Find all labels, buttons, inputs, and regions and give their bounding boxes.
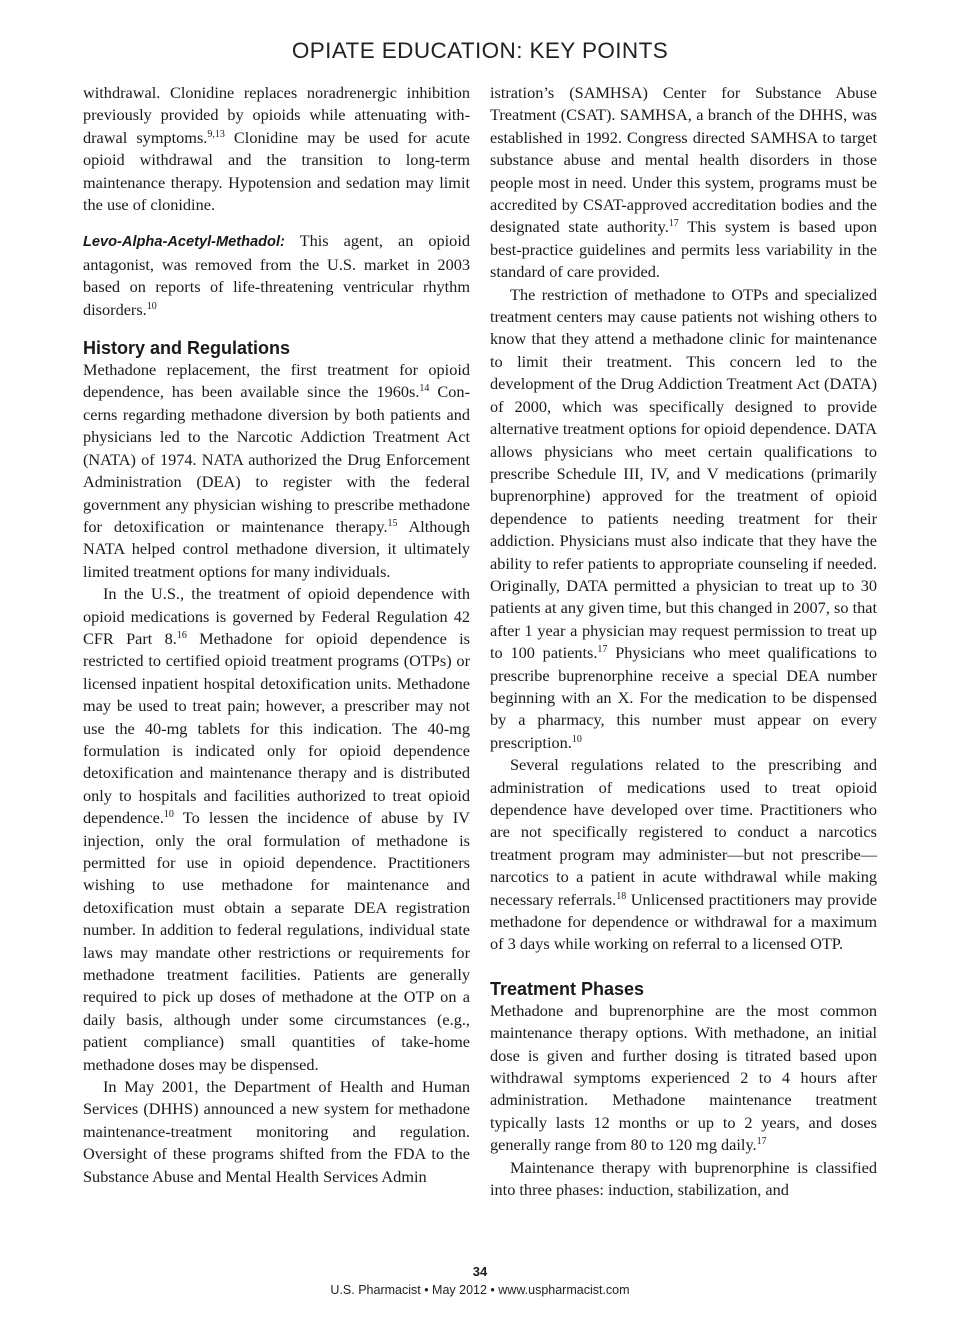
section-heading-history: History and Regulations xyxy=(83,338,291,359)
page-number: 34 xyxy=(472,1264,488,1279)
citation-superscript: 9,13 xyxy=(207,128,225,140)
paragraph-dhhs: In May 2001, the Department of Health and Human Services (DHHS) announced a new system for methadone maintenance-treatment monitoring and regulation. Oversight of these programs shifted from the FDA to the Substance Abuse and Mental Health Services Admin xyxy=(83,1077,470,1186)
run-in-heading: Levo-Alpha-Acetyl-Methadol: xyxy=(83,234,285,251)
citation-superscript: 10 xyxy=(571,733,582,745)
right-column xyxy=(490,82,877,1202)
section-heading-treatment: Treatment Phases xyxy=(490,978,645,999)
citation-superscript: 16 xyxy=(176,629,187,641)
citation-superscript: 15 xyxy=(387,517,398,529)
citation-superscript: 10 xyxy=(163,809,174,821)
paragraph-buprenorphine-phases: Maintenance therapy with buprenorphine is classified into three phases: induction, stabilization, and xyxy=(490,1157,877,1200)
paragraph-several-regulations: Several regulations related to the prescribing and administration of medications used to treat opioid dependence have developed over time. Practitioners who are not specifically registered to conduct a narcotics treatment program may administer—but not prescribe—narcotics to a patient in acute withdrawal while making necessary referrals.$^{18}$ Unlicensed practitioners may provide methadone for dependence or withdrawal for a maximum of 3 days while working on referral to a licensed OTP. xyxy=(490,755,877,954)
paragraph-data-act: The restriction of methadone to OTPs and specialized treatment centers may cause patients not wishing others to know that they attend a methadone clinic for maintenance to limit their treatment. This concern led to the development of the Drug Addiction Treatment Act (DATA) of 2000, which was specifically designed to provide alternative treatment options for opioid dependence. DATA allows physicians who meet certain qualifications to prescribe Schedule III, IV, and V medications (primarily buprenorphine) approved for the treatment of opioid dependence to patients needing treatment for their addiction. Physicians must also indicate that they have the ability to refer patients to appropriate counseling if needed. Originally, DATA permitted a physician to treat up to 30 patients at any given time, but this changed in 2007, so that after 1 year a physician may request permission to treat up to 100 patients.$^{17}$ Physicians who meet qualifications to prescribe buprenorphine receive a special DEA number beginning with an X. For the medication to be dispensed by a pharmacy, this number must appear on every prescription.$^{10}$ xyxy=(490,284,878,752)
paragraph-samhsa: istration’s (SAMHSA) Center for Substance Abuse Treatment (CSAT). SAMHSA, a branch of the DHHS, was established in 1992. Congress directed SAMHSA to target substance abuse and mental health disorders in those people most in need. Under this system, programs must be accredited by CSAT-approved accreditation bodies and the designated state authority.$^{17}$ This system is based upon best-practice guidelines and permits less variability in the standard of care provided. xyxy=(490,83,877,282)
citation-superscript: 14 xyxy=(419,383,430,395)
citation-superscript: 18 xyxy=(616,890,627,902)
citation-superscript: 10 xyxy=(146,300,157,312)
paragraph-methadone-history: Methadone replacement, the first treatment for opioid dependence, has been available since the 1960s.$^{14}$ Concerns regarding methadone diversion by both patients and physicians led to the Narcotic Addiction Treatment Act (NATA) of 1974. NATA authorized the Drug Enforcement Administration (DEA) to register with the federal government any physician wishing to prescribe methadone for detoxification or maintenance therapy.$^{15}$ Although NATA helped control methadone diversion, it ultimately limited treatment options for many individuals. xyxy=(83,360,470,581)
left-column xyxy=(83,82,470,1188)
citation-superscript: 17 xyxy=(597,644,608,656)
citation-superscript: 17 xyxy=(668,218,679,230)
paragraph-laam: Levo-Alpha-Acetyl-Methadol: This agent, an opioid antagonist, was removed from the U.S. market in 2003 based on reports of life-threatening ventricular rhythm disorders.$^{10}$ xyxy=(83,231,470,319)
citation-superscript: 17 xyxy=(756,1136,767,1148)
footer-publication: U.S. Pharmacist • May 2012 • www.uspharmacist.com xyxy=(330,1283,630,1297)
paragraph-federal-regulation: In the U.S., the treatment of opioid dependence with opioid medications is governed by Federal Regulation 42 CFR Part 8.16 Methadone for opioid dependence is restricted to certified opioid treatment programs (OTPs) or licensed inpatient hospital detoxification units. Methadone may be used to treat pain; however, a prescriber may not use the 40-mg tablets for this indication. The 40-mg formulation is indicated only for opioid dependence detoxification and maintenance therapy and is distributed only to hospitals and facilities authorized to treat opioid dependence.$^{10}$ To lessen the incidence of abuse by IV injection, only the oral formulation of methadone is permitted for use in opioid dependence. Practitioners wishing to use methadone for maintenance and detoxification must obtain a separate DEA registration number. In addition to federal regulations, individual state laws may mandate other restrictions or requirements for methadone treatment facilities. Patients are generally required to pick up doses of methadone at the OTP on a daily basis, although under some circumstances (e.g., patient compliance) small quantities of take-home methadone doses may be dispensed. xyxy=(83,584,470,1074)
running-head: OPIATE EDUCATION: KEY POINTS xyxy=(291,38,669,63)
paragraph-maintenance-options: Methadone and buprenorphine are the most common maintenance therapy options. With methadone, an initial dose is given and further dosing is titrated based upon withdrawal symptoms experienced 2 to 4 hours after administration. Methadone maintenance treatment typically lasts 12 months or up to 2 years, and doses generally range from 80 to 120 mg daily.$^{17}$ xyxy=(490,1000,877,1155)
paragraph-clonidine: withdrawal. Clonidine replaces noradrenergic inhibition previously provided by opioids while attenuating withdrawal symptoms.$^{9,13}$ Clonidine may be used for acute opioid withdrawal and the transition to long-term maintenance therapy. Hypotension and sedation may limit the use of clonidine. xyxy=(83,83,470,215)
